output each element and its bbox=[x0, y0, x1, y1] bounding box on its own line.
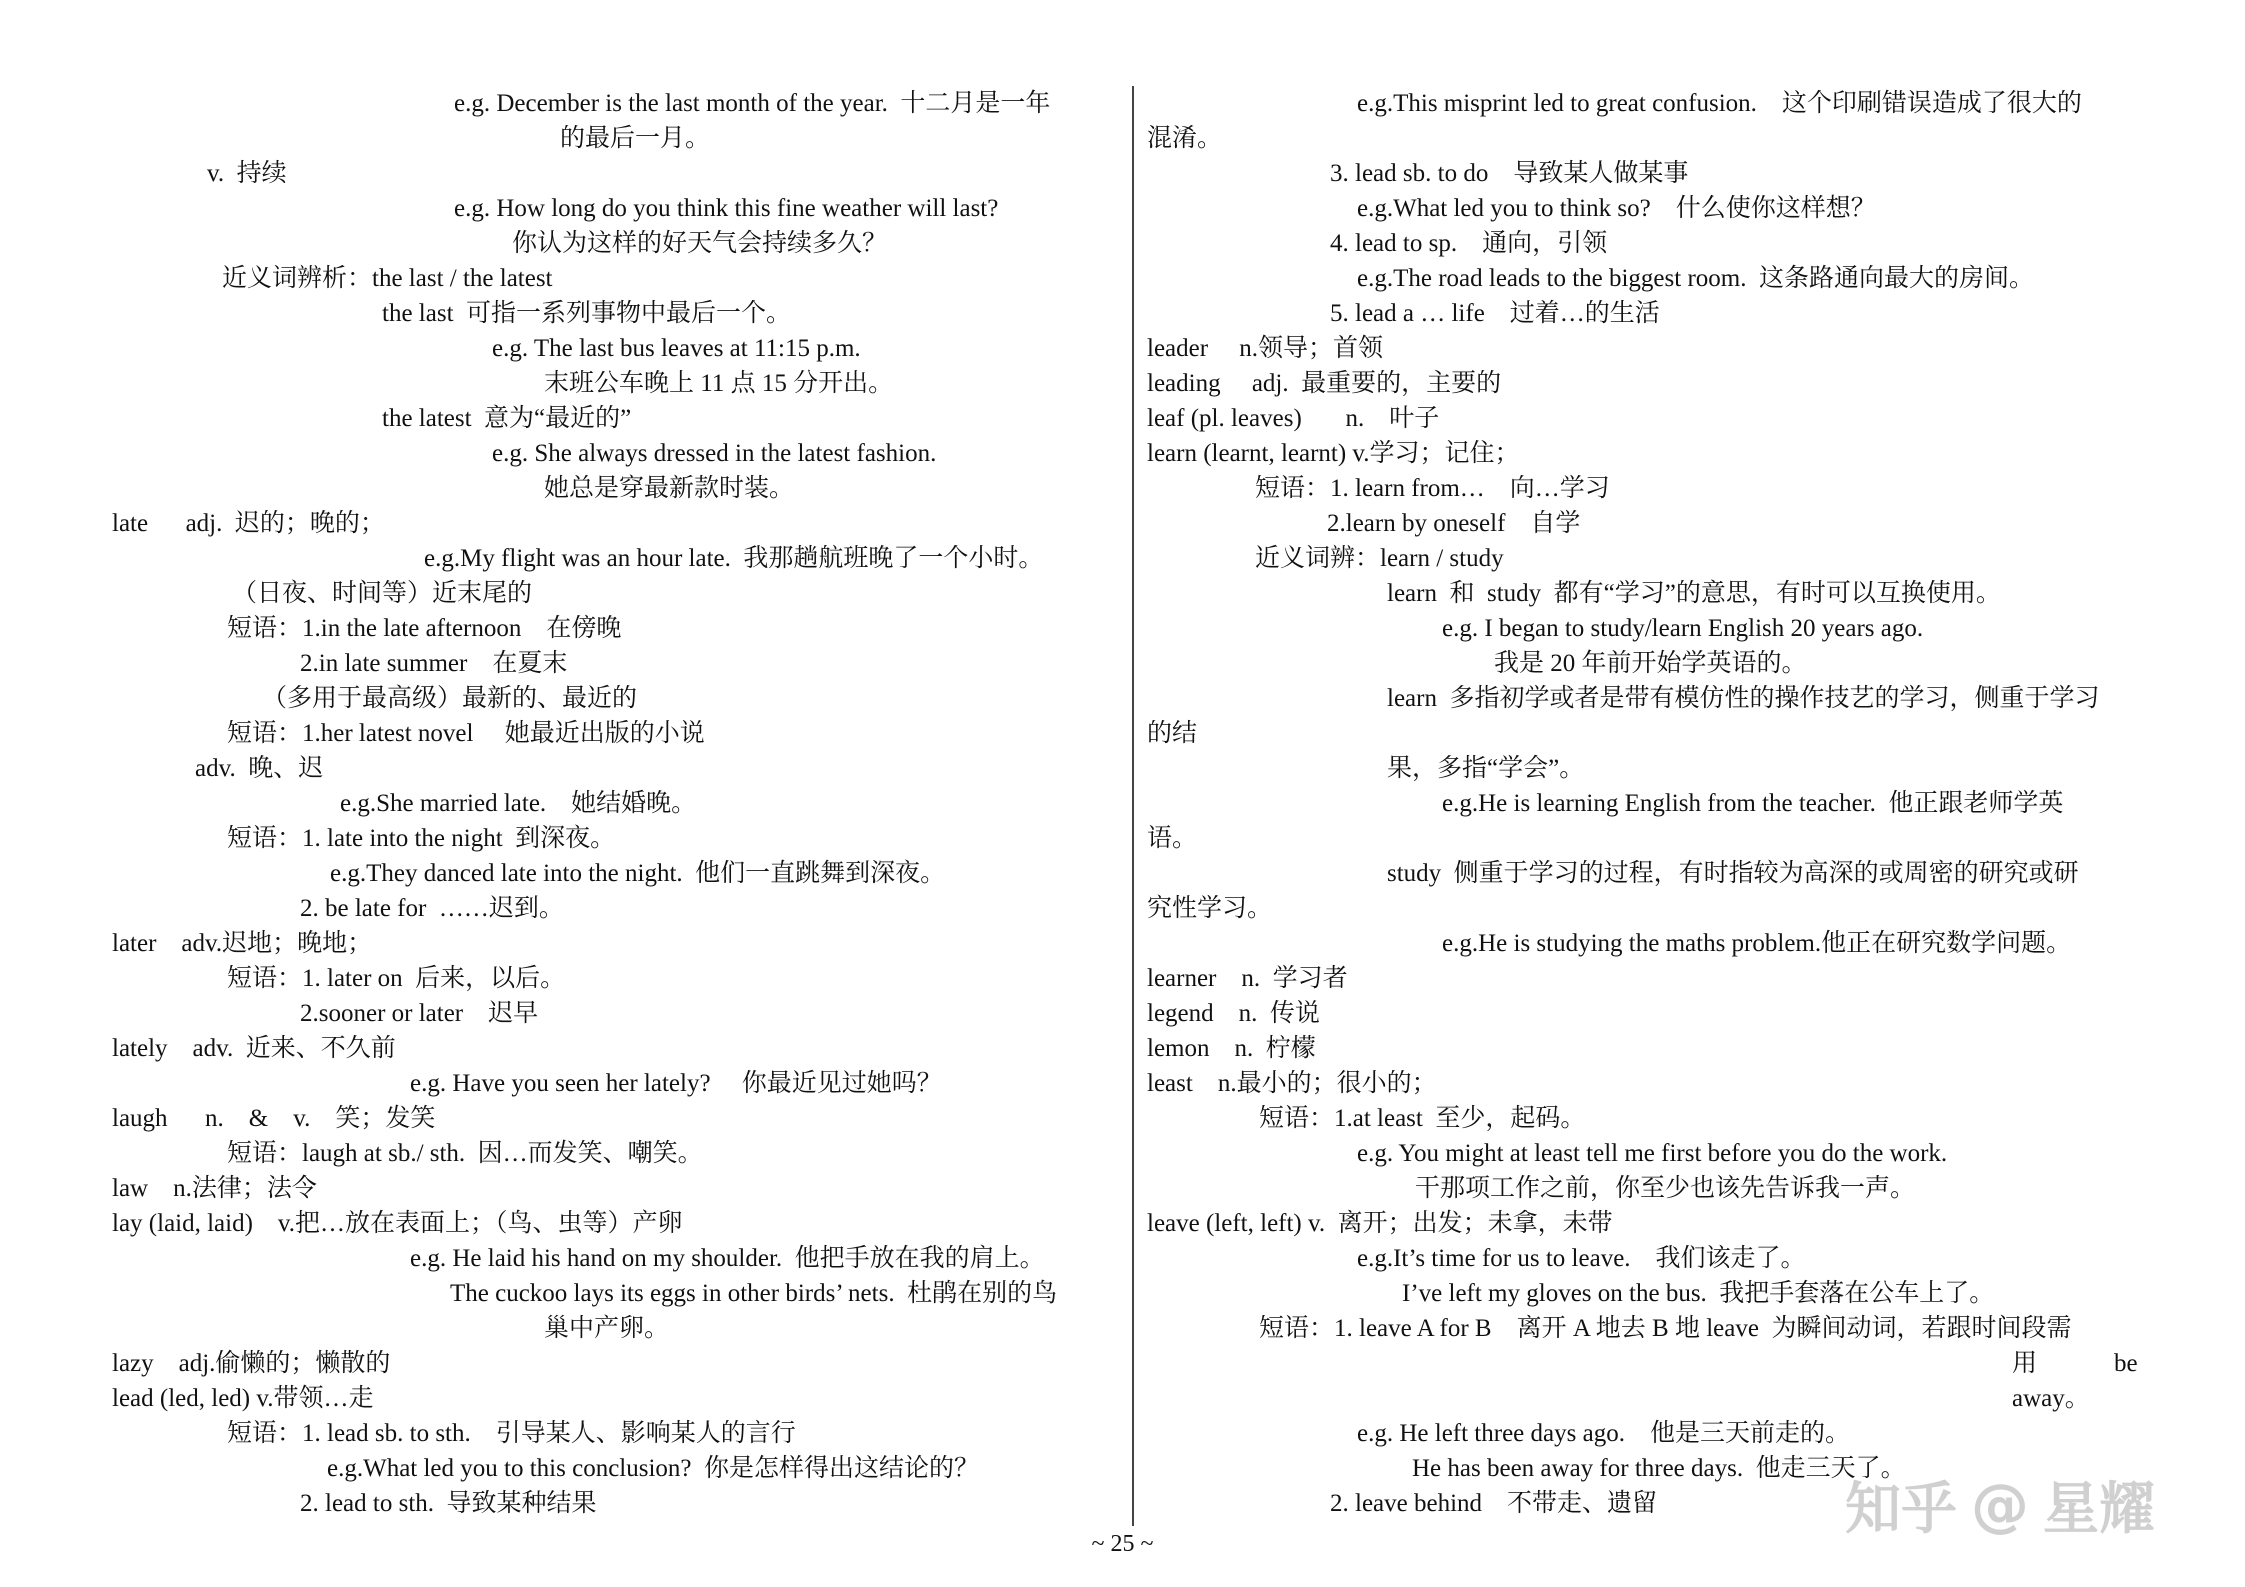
text-line: 末班公车晚上 11 点 15 分开出。 bbox=[544, 370, 894, 397]
text-line: leading adj. 最重要的，主要的 bbox=[1147, 370, 1502, 397]
text-line: 她总是穿最新款时装。 bbox=[544, 475, 795, 502]
text-line: 短语：1.at least 至少，起码。 bbox=[1259, 1105, 1586, 1132]
text-line: 2.sooner or later 迟早 bbox=[300, 1000, 539, 1027]
text-line: 2.in late summer 在夏末 bbox=[300, 650, 568, 677]
text-line: lay (laid, laid) v.把…放在表面上；（鸟、虫等）产卵 bbox=[112, 1210, 683, 1237]
text-line: 的最后一月。 bbox=[560, 125, 711, 152]
text-line: leaf (pl. leaves) n. 叶子 bbox=[1147, 405, 1440, 432]
text-line: e.g.He is studying the maths problem.他正在研究数学问题。 bbox=[1442, 930, 2072, 957]
text-line: 2. leave behind 不带走、遗留 bbox=[1330, 1490, 1658, 1517]
text-line: away。 bbox=[2012, 1385, 2090, 1412]
text-line: 短语：1. learn from… 向…学习 bbox=[1255, 475, 1610, 502]
text-line: 用 bbox=[2012, 1350, 2038, 1377]
column-divider bbox=[1132, 86, 1134, 1526]
text-line: 短语：1.in the late afternoon 在傍晚 bbox=[227, 615, 622, 642]
text-line: 短语：1. lead sb. to sth. 引导某人、影响某人的言行 bbox=[227, 1420, 796, 1447]
text-line: 短语：laugh at sb./ sth. 因…而发笑、嘲笑。 bbox=[227, 1140, 703, 1167]
text-line: 5. lead a … life 过着…的生活 bbox=[1330, 300, 1660, 327]
text-line: 短语：1. late into the night 到深夜。 bbox=[227, 825, 616, 852]
text-line: 3. lead sb. to do 导致某人做某事 bbox=[1330, 160, 1689, 187]
text-line: e.g. He left three days ago. 他是三天前走的。 bbox=[1357, 1420, 1850, 1447]
text-line: the latest 意为“最近的” bbox=[382, 405, 632, 432]
text-line: learn (learnt, learnt) v.学习；记住； bbox=[1147, 440, 1520, 467]
text-line: 果，多指“学会”。 bbox=[1387, 755, 1585, 782]
text-line: 的结 bbox=[1147, 720, 1198, 747]
text-line: （多用于最高级）最新的、最近的 bbox=[262, 685, 638, 712]
text-line: e.g. The last bus leaves at 11:15 p.m. bbox=[492, 335, 861, 362]
text-line: 究性学习。 bbox=[1147, 895, 1273, 922]
text-line: 巢中产卵。 bbox=[544, 1315, 670, 1342]
text-line: 语。 bbox=[1147, 825, 1198, 852]
text-line: e.g.She married late. 她结婚晚。 bbox=[340, 790, 697, 817]
text-line: e.g.He is learning English from the teacher. 他正跟老师学英 bbox=[1442, 790, 2064, 817]
text-line: leader n.领导；首领 bbox=[1147, 335, 1384, 362]
text-line: e.g.What led you to this conclusion? 你是怎样得出这结论的？ bbox=[327, 1455, 980, 1482]
text-line: v. 持续 bbox=[207, 160, 287, 187]
watermark-brand: 知乎 bbox=[1845, 1477, 1957, 1542]
text-line: e.g.They danced late into the night. 他们一直跳舞到深夜。 bbox=[330, 860, 946, 887]
watermark-at: @ bbox=[1971, 1471, 2029, 1539]
text-line: e.g.It’s time for us to leave. 我们该走了。 bbox=[1357, 1245, 1806, 1272]
text-line: 近义词辨：learn / study bbox=[1255, 545, 1504, 572]
text-line: e.g.What led you to think so? 什么使你这样想？ bbox=[1357, 195, 1876, 222]
text-line: least n.最小的；很小的； bbox=[1147, 1070, 1437, 1097]
page-number: ~ 25 ~ bbox=[1091, 1531, 1154, 1557]
text-line: e.g. How long do you think this fine weather will last? bbox=[454, 195, 999, 222]
text-line: 2. lead to sth. 导致某种结果 bbox=[300, 1490, 597, 1517]
text-line: He has been away for three days. 他走三天了。 bbox=[1412, 1455, 1906, 1482]
text-line: late adj. 迟的；晚的； bbox=[112, 510, 385, 537]
text-line: lately adv. 近来、不久前 bbox=[112, 1035, 396, 1062]
text-line: 你认为这样的好天气会持续多久？ bbox=[512, 230, 888, 257]
text-line: learn 和 study 都有“学习”的意思，有时可以互换使用。 bbox=[1387, 580, 2001, 607]
text-line: e.g. Have you seen her lately? 你最近见过她吗？ bbox=[410, 1070, 942, 1097]
text-line: （日夜、时间等）近末尾的 bbox=[232, 580, 533, 607]
text-line: study 侧重于学习的过程，有时指较为高深的或周密的研究或研 bbox=[1387, 860, 2079, 887]
text-line: legend n. 传说 bbox=[1147, 1000, 1320, 1027]
text-line: e.g. She always dressed in the latest fashion. bbox=[492, 440, 937, 467]
text-line: 混淆。 bbox=[1147, 125, 1223, 152]
text-line: learn 多指初学或者是带有模仿性的操作技艺的学习，侧重于学习 bbox=[1387, 685, 2100, 712]
text-line: e.g. I began to study/learn English 20 years ago. bbox=[1442, 615, 1924, 642]
text-line: be bbox=[2114, 1350, 2138, 1377]
text-line: 短语：1. leave A for B 离开 A 地去 B 地 leave 为瞬间动词，若跟时间段需 bbox=[1259, 1315, 2072, 1342]
text-line: 2. be late for ……迟到。 bbox=[300, 895, 564, 922]
text-line: I’ve left my gloves on the bus. 我把手套落在公车上了。 bbox=[1402, 1280, 1995, 1307]
text-line: 干那项工作之前，你至少也该先告诉我一声。 bbox=[1415, 1175, 1916, 1202]
text-line: 我是 20 年前开始学英语的。 bbox=[1494, 650, 1807, 677]
text-line: e.g. He laid his hand on my shoulder. 他把手放在我的肩上。 bbox=[410, 1245, 1045, 1272]
text-line: law n.法律；法令 bbox=[112, 1175, 317, 1202]
text-line: leave (left, left) v. 离开；出发；未拿，未带 bbox=[1147, 1210, 1613, 1237]
text-line: later adv.迟地；晚地； bbox=[112, 930, 373, 957]
text-line: adv. 晚、迟 bbox=[195, 755, 324, 782]
text-line: 短语：1.her latest novel 她最近出版的小说 bbox=[227, 720, 705, 747]
text-line: 近义词辨析：the last / the latest bbox=[222, 265, 553, 292]
text-line: The cuckoo lays its eggs in other birds’ nets. 杜鹃在别的鸟 bbox=[450, 1280, 1058, 1307]
watermark-author: 星耀 bbox=[2043, 1477, 2155, 1542]
text-line: e.g. You might at least tell me first before you do the work. bbox=[1357, 1140, 1948, 1167]
text-line: the last 可指一系列事物中最后一个。 bbox=[382, 300, 792, 327]
text-line: lazy adj.偷懒的；懒散的 bbox=[112, 1350, 391, 1377]
text-line: laugh n. & v. 笑；发笑 bbox=[112, 1105, 436, 1132]
text-line: 短语：1. later on 后来，以后。 bbox=[227, 965, 566, 992]
text-line: e.g. December is the last month of the year. 十二月是一年 bbox=[454, 90, 1051, 117]
text-line: lemon n. 柠檬 bbox=[1147, 1035, 1316, 1062]
text-line: 4. lead to sp. 通向，引领 bbox=[1330, 230, 1608, 257]
text-line: e.g.This misprint led to great confusion. 这个印刷错误造成了很大的 bbox=[1357, 90, 2082, 117]
text-line: lead (led, led) v.带领…走 bbox=[112, 1385, 374, 1412]
zhihu-watermark bbox=[1845, 1470, 2215, 1540]
text-line: learner n. 学习者 bbox=[1147, 965, 1348, 992]
text-line: e.g.The road leads to the biggest room. 这条路通向最大的房间。 bbox=[1357, 265, 2034, 292]
text-line: 2.learn by oneself 自学 bbox=[1327, 510, 1581, 537]
text-line: e.g.My flight was an hour late. 我那趟航班晚了一个小时。 bbox=[424, 545, 1044, 572]
